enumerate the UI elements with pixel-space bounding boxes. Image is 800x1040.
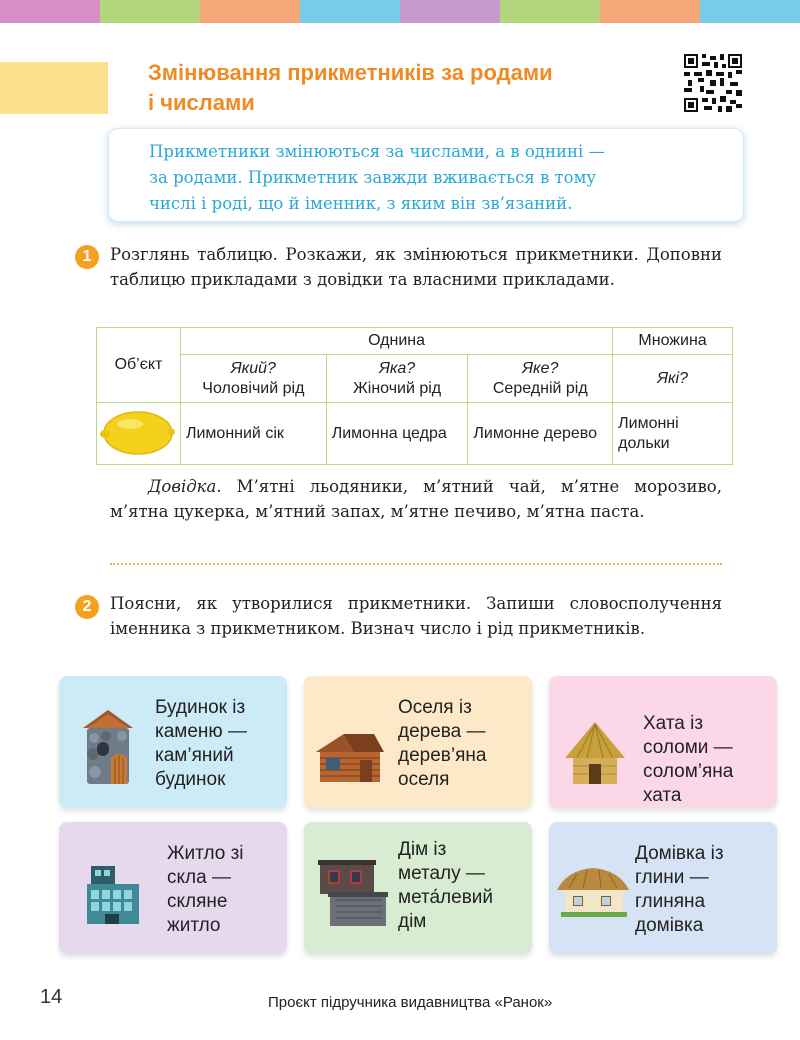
object-cell — [97, 403, 181, 465]
stone-house-icon — [79, 706, 137, 786]
top-color-stripes — [0, 0, 800, 23]
feminine-header — [326, 355, 468, 403]
card-text — [155, 696, 247, 792]
stripe-7 — [600, 0, 700, 23]
singular-header: Однина — [180, 328, 612, 355]
card-line: Оселя із — [398, 697, 472, 718]
plural-header: Множина — [613, 328, 733, 355]
card-line: мета́левий — [398, 887, 494, 908]
section-tab-marker — [0, 62, 108, 114]
hint-label: Довідка. — [148, 477, 222, 496]
hint-text: М’ятні льодяники, м’ятний чай, м’ятне морозиво, м’ятна цукерка, м’ятний запах, м’ятне печиво, м’ятна паста. — [110, 477, 722, 521]
card-line: Хата із — [643, 713, 704, 734]
title-line-2: і числами — [148, 90, 255, 115]
card-line: каменю — — [155, 721, 247, 742]
card-line: Житло зі — [167, 843, 244, 864]
card-line: Домівка із — [635, 843, 724, 864]
straw-hut-icon — [563, 720, 627, 786]
card-line: металу — — [398, 863, 485, 884]
plural-question: Які? — [657, 369, 689, 387]
qr-code-icon[interactable] — [684, 54, 742, 112]
neuter-header — [468, 355, 613, 403]
metal-house-icon — [316, 858, 388, 928]
card-log-cabin — [304, 676, 532, 808]
card-line: хата — [643, 785, 682, 806]
card-line: солом’яна — [643, 761, 734, 782]
stripe-1 — [0, 0, 100, 23]
rule-line-1: Прикметники змінюються за числами, а в однині — — [149, 142, 605, 161]
card-text — [167, 842, 244, 938]
card-line: оселя — [398, 769, 450, 790]
card-text — [398, 838, 493, 934]
task-2-text: Поясни, як утворилися прикметники. Запиши словосполучення іменника з прикметником. Визнач число і рід прикметників. — [110, 594, 722, 638]
neuter-example: Лимонне дерево — [468, 403, 613, 465]
dotted-divider — [110, 563, 722, 565]
card-line: глини — — [635, 867, 709, 888]
card-glass-building — [59, 822, 287, 954]
card-clay-house — [549, 822, 777, 954]
feminine-example: Лимонна цедра — [326, 403, 468, 465]
footer-publisher: Проєкт підручника видавництва «Ранок» — [268, 994, 553, 1011]
feminine-question: Яка? — [378, 359, 416, 377]
card-line: скла — — [167, 867, 231, 888]
task-1-number: 1 — [75, 245, 99, 269]
card-line: дерева — — [398, 721, 486, 742]
object-header-cell — [97, 328, 181, 403]
card-line: Дім із — [398, 839, 447, 860]
card-line: кам’яний — [155, 745, 234, 766]
log-cabin-icon — [314, 732, 386, 784]
page-number: 14 — [40, 986, 63, 1008]
masculine-example: Лимонний сік — [180, 403, 326, 465]
masculine-header — [180, 355, 326, 403]
stripe-5 — [400, 0, 500, 23]
lemon-icon — [97, 403, 179, 459]
card-text — [635, 842, 724, 938]
title-line-1: Змінювання прикметників за родами — [148, 60, 553, 85]
rule-box — [108, 128, 744, 222]
rule-line-2: за родами. Прикметник завжди вживається в тому — [149, 168, 597, 187]
card-line: соломи — — [643, 737, 733, 758]
card-stone-house — [59, 676, 287, 808]
plural-question-cell — [613, 355, 733, 403]
rule-line-3: числі і роді, що й іменник, з яким він зв’язаний. — [149, 194, 573, 213]
card-text — [643, 712, 733, 808]
feminine-gender: Жіночий рід — [352, 379, 442, 397]
neuter-question: Яке? — [522, 359, 559, 377]
card-metal-house — [304, 822, 532, 954]
clay-house-icon — [557, 866, 629, 918]
card-line: скляне — [167, 891, 228, 912]
object-header: Об’єкт — [114, 356, 163, 373]
masculine-gender: Чоловічий рід — [202, 379, 305, 397]
task-1-text: Розглянь таблицю. Розкажи, як змінюються прикметники. Доповни таблицю прикладами з довідки та власними прикладами. — [110, 245, 722, 289]
card-line: дерев’яна — [398, 745, 487, 766]
glass-building-icon — [83, 864, 143, 926]
page-title — [148, 58, 668, 118]
masculine-question: Який? — [230, 359, 276, 377]
card-line: житло — [167, 915, 221, 936]
card-line: дім — [398, 911, 427, 932]
card-line: домівка — [635, 915, 704, 936]
card-straw-hut — [549, 676, 777, 808]
card-line: будинок — [155, 769, 226, 790]
neuter-gender: Середній рід — [492, 379, 588, 397]
hint-paragraph — [110, 474, 722, 524]
adjective-table — [96, 327, 733, 465]
stripe-8 — [700, 0, 800, 23]
stripe-6 — [500, 0, 600, 23]
plural-example: Лимонні дольки — [613, 403, 733, 465]
card-text — [398, 696, 486, 792]
card-line: Будинок із — [155, 697, 246, 718]
stripe-4 — [300, 0, 400, 23]
task-2-number: 2 — [75, 595, 99, 619]
stripe-2 — [100, 0, 200, 23]
card-line: глиняна — [635, 891, 706, 912]
stripe-3 — [200, 0, 300, 23]
